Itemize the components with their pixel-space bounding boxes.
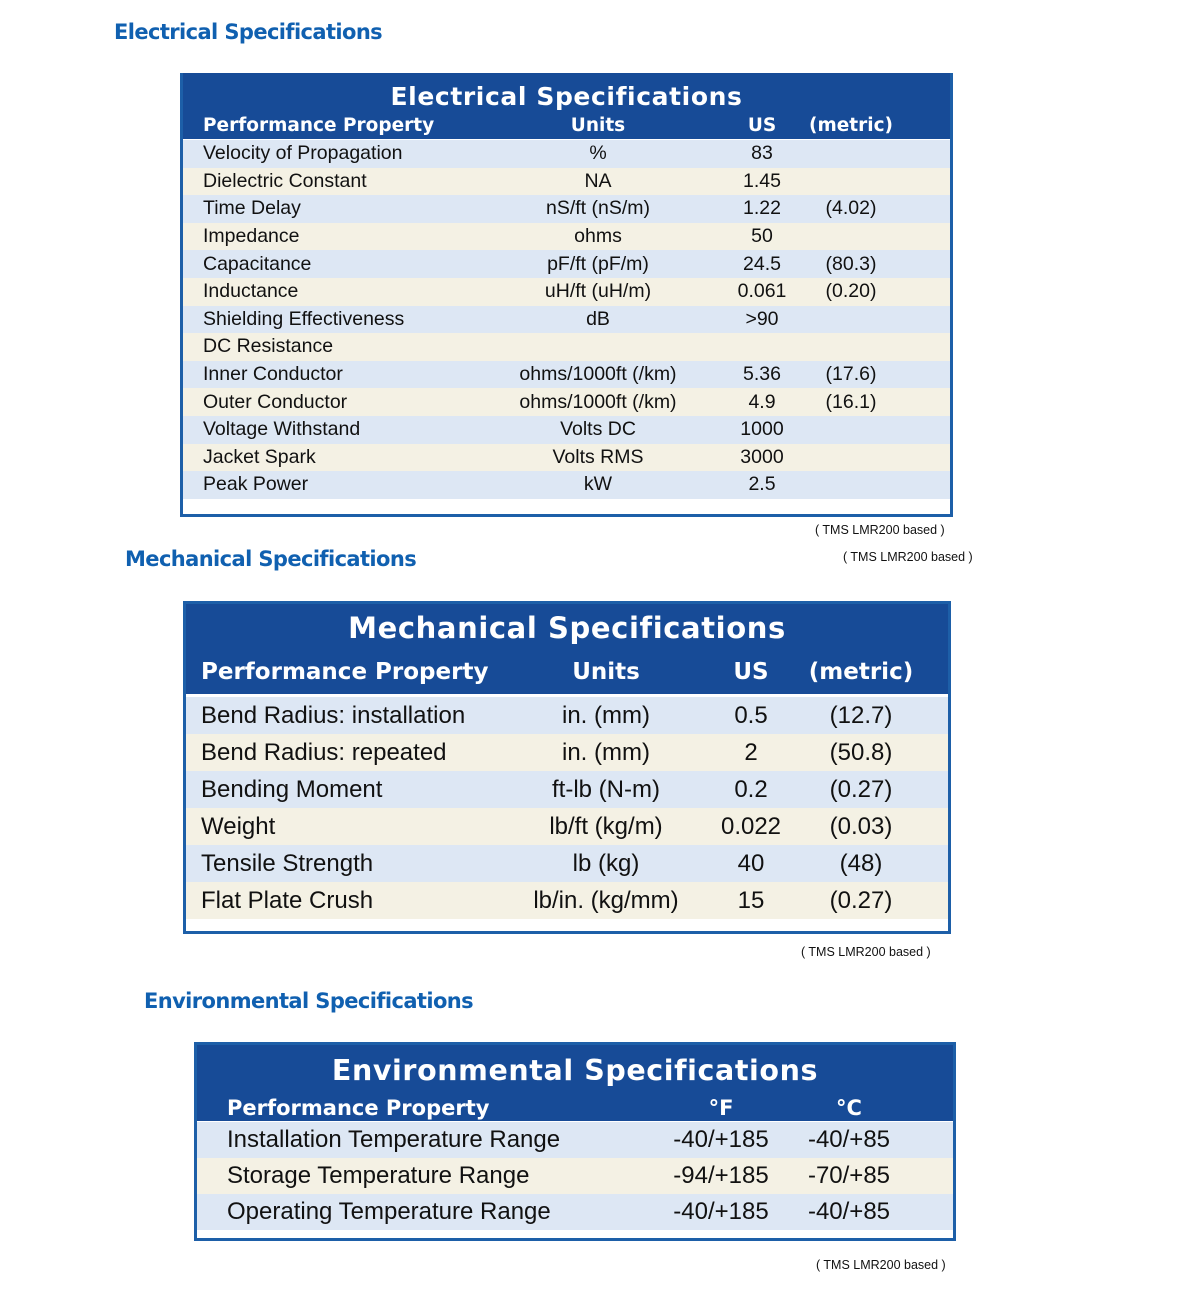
cell-units: ohms/1000ft (/km): [519, 363, 677, 386]
cell-property: Inductance: [203, 280, 299, 303]
cell-property: Capacitance: [203, 252, 312, 275]
cell-property: Operating Temperature Range: [227, 1198, 551, 1225]
cell-metric: (0.27): [829, 775, 893, 803]
cell-property: Bending Moment: [201, 775, 383, 803]
column-header-property: Performance Property: [227, 1095, 490, 1120]
table-header: [186, 604, 948, 694]
cell-metric: (80.3): [825, 252, 877, 275]
cell-metric: (12.7): [829, 701, 893, 729]
table-row: [186, 882, 948, 919]
column-header-metric: (metric): [808, 659, 914, 685]
cell-us: 50: [751, 225, 773, 248]
table-row: [197, 1194, 953, 1230]
cell-celsius: -40/+85: [807, 1198, 891, 1225]
mechanical-footnote: ( TMS LMR200 based ): [801, 945, 931, 959]
cell-metric: (48): [839, 849, 883, 877]
cell-units: NA: [584, 169, 612, 192]
cell-units: lb/in. (kg/mm): [533, 886, 679, 914]
column-header-fahrenheit: °F: [708, 1095, 734, 1120]
cell-property: Jacket Spark: [203, 445, 316, 468]
table-row: [183, 388, 950, 416]
cell-fahrenheit: -40/+185: [673, 1126, 769, 1153]
cell-metric: (50.8): [829, 738, 893, 766]
cell-units: kW: [583, 473, 613, 496]
table-row: [183, 168, 950, 196]
cell-units: ohms/1000ft (/km): [519, 390, 677, 413]
cell-units: Volts RMS: [552, 445, 644, 468]
column-header-metric: (metric): [808, 114, 893, 136]
cell-units: lb/ft (kg/m): [549, 812, 663, 840]
column-header-us: US: [733, 659, 769, 685]
cell-us: >90: [745, 307, 779, 330]
cell-metric: (0.20): [825, 280, 877, 303]
table-row: [183, 306, 950, 334]
cell-units: in. (mm): [562, 738, 650, 766]
table-row: [183, 140, 950, 168]
table-row: [183, 361, 950, 389]
cell-property: Voltage Withstand: [203, 418, 361, 441]
cell-us: 0.2: [734, 775, 768, 803]
cell-property: Time Delay: [203, 197, 301, 220]
environmental-section-heading: Environmental Specifications: [144, 989, 474, 1013]
cell-us: 2: [744, 738, 758, 766]
cell-units: uH/ft (uH/m): [544, 280, 652, 303]
table-row: [183, 416, 950, 444]
cell-metric: (0.03): [829, 812, 893, 840]
cell-units: pF/ft (pF/m): [547, 252, 649, 275]
cell-celsius: -40/+85: [807, 1126, 891, 1153]
cell-us: 83: [751, 142, 773, 165]
column-header-us: US: [747, 114, 777, 136]
cell-us: 1.45: [743, 169, 781, 192]
cell-metric: (16.1): [825, 390, 877, 413]
cell-property: Dielectric Constant: [203, 169, 367, 192]
cell-us: 24.5: [743, 252, 781, 275]
column-header-units: Units: [572, 659, 640, 685]
cell-property: Storage Temperature Range: [227, 1162, 530, 1189]
mechanical-section-heading: Mechanical Specifications: [125, 547, 417, 571]
cell-property: Velocity of Propagation: [203, 142, 403, 165]
table-body: [183, 139, 950, 499]
cell-units: %: [589, 142, 607, 165]
cell-us: 4.9: [748, 390, 776, 413]
cell-us: 15: [737, 886, 765, 914]
cell-metric: (0.27): [829, 886, 893, 914]
cell-property: Bend Radius: installation: [201, 701, 466, 729]
cell-fahrenheit: -94/+185: [673, 1162, 769, 1189]
column-header-units: Units: [570, 114, 626, 136]
electrical-specs-table: [180, 73, 953, 517]
cell-property: Installation Temperature Range: [227, 1126, 561, 1153]
cell-metric: (17.6): [825, 363, 877, 386]
column-header-property: Performance Property: [201, 659, 489, 685]
table-row: [186, 771, 948, 808]
cell-us: 3000: [740, 445, 784, 468]
table-row: [186, 734, 948, 771]
environmental-specs-table: [194, 1042, 956, 1241]
table-row: [197, 1122, 953, 1158]
cell-units: Volts DC: [560, 418, 636, 441]
table-row: [183, 278, 950, 306]
table-title: Environmental Specifications: [331, 1054, 819, 1087]
cell-units: dB: [586, 307, 610, 330]
table-row: [183, 471, 950, 499]
cell-property: Inner Conductor: [203, 363, 343, 386]
table-row: [183, 250, 950, 278]
cell-us: 5.36: [743, 363, 781, 386]
cell-us: 0.061: [737, 280, 787, 303]
table-row: [183, 333, 950, 361]
cell-fahrenheit: -40/+185: [673, 1198, 769, 1225]
column-header-celsius: °C: [836, 1095, 862, 1120]
cell-property: Peak Power: [203, 473, 309, 496]
table-row: [183, 444, 950, 472]
environmental-footnote: ( TMS LMR200 based ): [816, 1258, 946, 1272]
cell-us: 1.22: [743, 197, 781, 220]
mechanical-specs-table: [183, 601, 951, 934]
electrical-section-heading: Electrical Specifications: [114, 20, 383, 44]
cell-celsius: -70/+85: [807, 1162, 891, 1189]
cell-us: 1000: [740, 418, 784, 441]
table-header: [183, 73, 950, 139]
cell-us: 0.5: [734, 701, 768, 729]
cell-property: DC Resistance: [203, 335, 334, 358]
table-header: [197, 1045, 953, 1121]
column-header-row: [197, 1094, 953, 1121]
cell-units: nS/ft (nS/m): [545, 197, 651, 220]
cell-property: Impedance: [203, 225, 300, 248]
column-header-row: [186, 653, 948, 691]
electrical-footnote: ( TMS LMR200 based ): [815, 523, 945, 537]
cell-property: Bend Radius: repeated: [201, 738, 447, 766]
cell-units: ft-lb (N-m): [552, 775, 660, 803]
mechanical-footnote-top: ( TMS LMR200 based ): [843, 550, 973, 564]
cell-units: lb (kg): [572, 849, 640, 877]
table-row: [197, 1158, 953, 1194]
table-title: Electrical Specifications: [390, 82, 743, 111]
column-header-row: [183, 113, 950, 137]
cell-us: 40: [737, 849, 765, 877]
cell-property: Shielding Effectiveness: [203, 307, 405, 330]
cell-property: Flat Plate Crush: [201, 886, 374, 914]
column-header-property: Performance Property: [203, 114, 435, 136]
table-body: [197, 1121, 953, 1230]
table-row: [186, 808, 948, 845]
table-row: [186, 697, 948, 734]
table-row: [183, 195, 950, 223]
table-row: [183, 223, 950, 251]
table-title: Mechanical Specifications: [348, 611, 786, 645]
cell-units: in. (mm): [562, 701, 650, 729]
cell-property: Tensile Strength: [201, 849, 374, 877]
cell-units: ohms: [574, 225, 622, 248]
cell-metric: (4.02): [825, 197, 877, 220]
cell-us: 0.022: [720, 812, 782, 840]
table-body: [186, 694, 948, 919]
table-row: [186, 845, 948, 882]
cell-property: Outer Conductor: [203, 390, 348, 413]
cell-us: 2.5: [748, 473, 776, 496]
cell-property: Weight: [201, 812, 276, 840]
